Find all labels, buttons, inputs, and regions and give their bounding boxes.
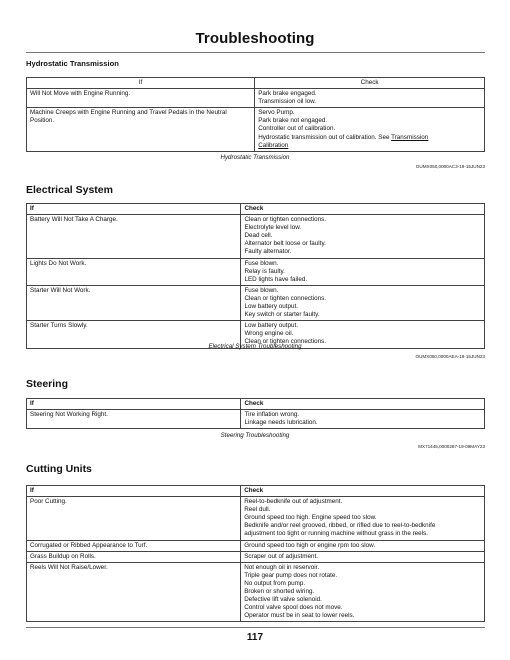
check-line: Ground speed too high or engine rpm too slow. bbox=[244, 541, 376, 549]
check-line: Relay is faulty. bbox=[244, 267, 285, 275]
check-cell bbox=[241, 258, 485, 285]
check-line: LED lights have failed. bbox=[244, 275, 308, 283]
check-line: Clean or tighten connections. bbox=[244, 338, 327, 346]
check-line: Alternator belt loose or faulty. bbox=[244, 240, 326, 248]
check-line: Hydrostatic transmission out of calibration. See bbox=[258, 133, 392, 141]
if-cell: Starter Will Not Work. bbox=[27, 285, 241, 320]
electrical-caption: Electrical System Troubleshooting bbox=[208, 343, 302, 350]
electrical-doc-code: OUMX050,0000AEA-19-15JUN23 bbox=[415, 354, 485, 359]
steering-table bbox=[26, 398, 485, 429]
table-row bbox=[27, 410, 485, 429]
table-header-row bbox=[27, 399, 485, 410]
check-line: Bedknife and/or reel grooved, ribbed, or rifled due to reel-to-bedknife bbox=[244, 522, 436, 530]
transmission-calibration-link[interactable]: Transmission bbox=[391, 133, 429, 141]
cutting-table bbox=[26, 485, 485, 622]
check-cell bbox=[255, 108, 485, 151]
check-line: Control valve spool does not move. bbox=[244, 604, 343, 612]
table-row bbox=[27, 562, 485, 622]
column-header-if: If bbox=[27, 78, 255, 89]
column-header-if: If bbox=[27, 399, 241, 410]
if-cell: Grass Buildup on Rolls. bbox=[27, 551, 241, 562]
check-cell bbox=[241, 410, 485, 429]
if-cell: Corrugated or Ribbed Appearance to Turf. bbox=[27, 540, 241, 551]
check-line: Broken or shorted wiring. bbox=[244, 588, 315, 596]
check-line: Low battery output. bbox=[244, 303, 299, 311]
check-line: Reel dull. bbox=[244, 506, 271, 514]
check-line-with-link bbox=[258, 134, 481, 142]
table-row bbox=[27, 497, 485, 540]
check-cell bbox=[241, 540, 485, 551]
check-cell bbox=[255, 89, 485, 108]
if-cell: Machine Creeps with Engine Running and Travel Pedals in the Neutral Position. bbox=[27, 108, 255, 151]
table-header-row bbox=[27, 78, 485, 89]
if-cell: Lights Do Not Work. bbox=[27, 258, 241, 285]
page-title: Troubleshooting bbox=[195, 30, 315, 47]
column-header-check: Check bbox=[241, 204, 485, 215]
steering-heading: Steering bbox=[26, 378, 69, 390]
hydrostatic-doc-code: OUMX050,0000AC3-19-15JUN23 bbox=[415, 164, 485, 169]
column-header-check: Check bbox=[241, 399, 485, 410]
check-line: Tire inflation wrong. bbox=[244, 411, 300, 419]
check-cell bbox=[241, 562, 485, 622]
table-row bbox=[27, 108, 485, 151]
check-line: Linkage needs lubrication. bbox=[244, 419, 318, 427]
table-row bbox=[27, 285, 485, 320]
check-line: Dead cell. bbox=[244, 232, 273, 240]
check-line: Wrong engine oil. bbox=[244, 330, 294, 338]
column-header-check: Check bbox=[241, 486, 485, 497]
electrical-table bbox=[26, 203, 485, 349]
check-line: Faulty alternator. bbox=[244, 248, 292, 256]
check-line: Fuse blown. bbox=[244, 259, 279, 267]
if-cell: Starter Turns Slowly. bbox=[27, 321, 241, 348]
if-cell: Poor Cutting. bbox=[27, 497, 241, 540]
check-line: Key switch or starter faulty. bbox=[244, 311, 320, 319]
table-row bbox=[27, 258, 485, 285]
steering-doc-code: MX71445,0000287-19-09MAY23 bbox=[418, 444, 485, 449]
check-cell bbox=[241, 285, 485, 320]
table-row bbox=[27, 215, 485, 258]
footer-divider bbox=[26, 627, 485, 628]
check-line: Park brake not engaged. bbox=[258, 117, 328, 125]
table-row bbox=[27, 540, 485, 551]
check-line: No output from pump. bbox=[244, 579, 306, 587]
cutting-heading: Cutting Units bbox=[26, 463, 92, 475]
table-row bbox=[27, 551, 485, 562]
check-line: Clean or tighten connections. bbox=[244, 294, 327, 302]
table-header-row bbox=[27, 204, 485, 215]
column-header-check: Check bbox=[255, 78, 485, 89]
page-number: 117 bbox=[246, 632, 264, 643]
hydrostatic-caption: Hydrostatic Transmission bbox=[220, 154, 290, 161]
check-line: Ground speed too high. Engine speed too slow. bbox=[244, 514, 377, 522]
check-line: Operator must be in seat to lower reels. bbox=[244, 612, 355, 620]
electrical-heading: Electrical System bbox=[26, 184, 113, 196]
if-cell: Steering Not Working Right. bbox=[27, 410, 241, 429]
column-header-if: If bbox=[27, 204, 241, 215]
check-line: Reel-to-bedknife out of adjustment. bbox=[244, 498, 343, 506]
hydrostatic-table bbox=[26, 77, 485, 152]
check-cell bbox=[241, 497, 485, 540]
check-cell bbox=[241, 551, 485, 562]
transmission-calibration-link-tail[interactable]: Calibration bbox=[258, 141, 289, 149]
if-cell: Battery Will Not Take A Charge. bbox=[27, 215, 241, 258]
table-header-row bbox=[27, 486, 485, 497]
check-line: Park brake engaged. bbox=[258, 90, 317, 98]
check-line: Servo Pump. bbox=[258, 109, 295, 117]
check-line: Electrolyte level low. bbox=[244, 224, 302, 232]
column-header-if: If bbox=[27, 486, 241, 497]
check-cell bbox=[241, 215, 485, 258]
check-line: Scraper out of adjustment. bbox=[244, 552, 319, 560]
check-line: Clean or tighten connections. bbox=[244, 216, 327, 224]
check-line: Low battery output. bbox=[244, 322, 299, 330]
title-divider bbox=[26, 52, 485, 53]
table-row bbox=[27, 89, 485, 108]
check-line: Triple gear pump does not rotate. bbox=[244, 571, 338, 579]
check-line: Not enough oil in reservoir. bbox=[244, 563, 320, 571]
steering-caption: Steering Troubleshooting bbox=[220, 432, 290, 439]
if-cell: Will Not Move with Engine Running. bbox=[27, 89, 255, 108]
check-line: Defective lift valve solenoid. bbox=[244, 596, 322, 604]
check-line: Controller out of calibration. bbox=[258, 125, 336, 133]
check-line: Transmission oil low. bbox=[258, 98, 317, 106]
if-cell: Reels Will Not Raise/Lower. bbox=[27, 562, 241, 622]
check-line: adjustment too tight or running machine without grass in the reels. bbox=[244, 530, 428, 538]
check-line: Fuse blown. bbox=[244, 286, 279, 294]
hydrostatic-heading: Hydrostatic Transmission bbox=[26, 59, 119, 68]
